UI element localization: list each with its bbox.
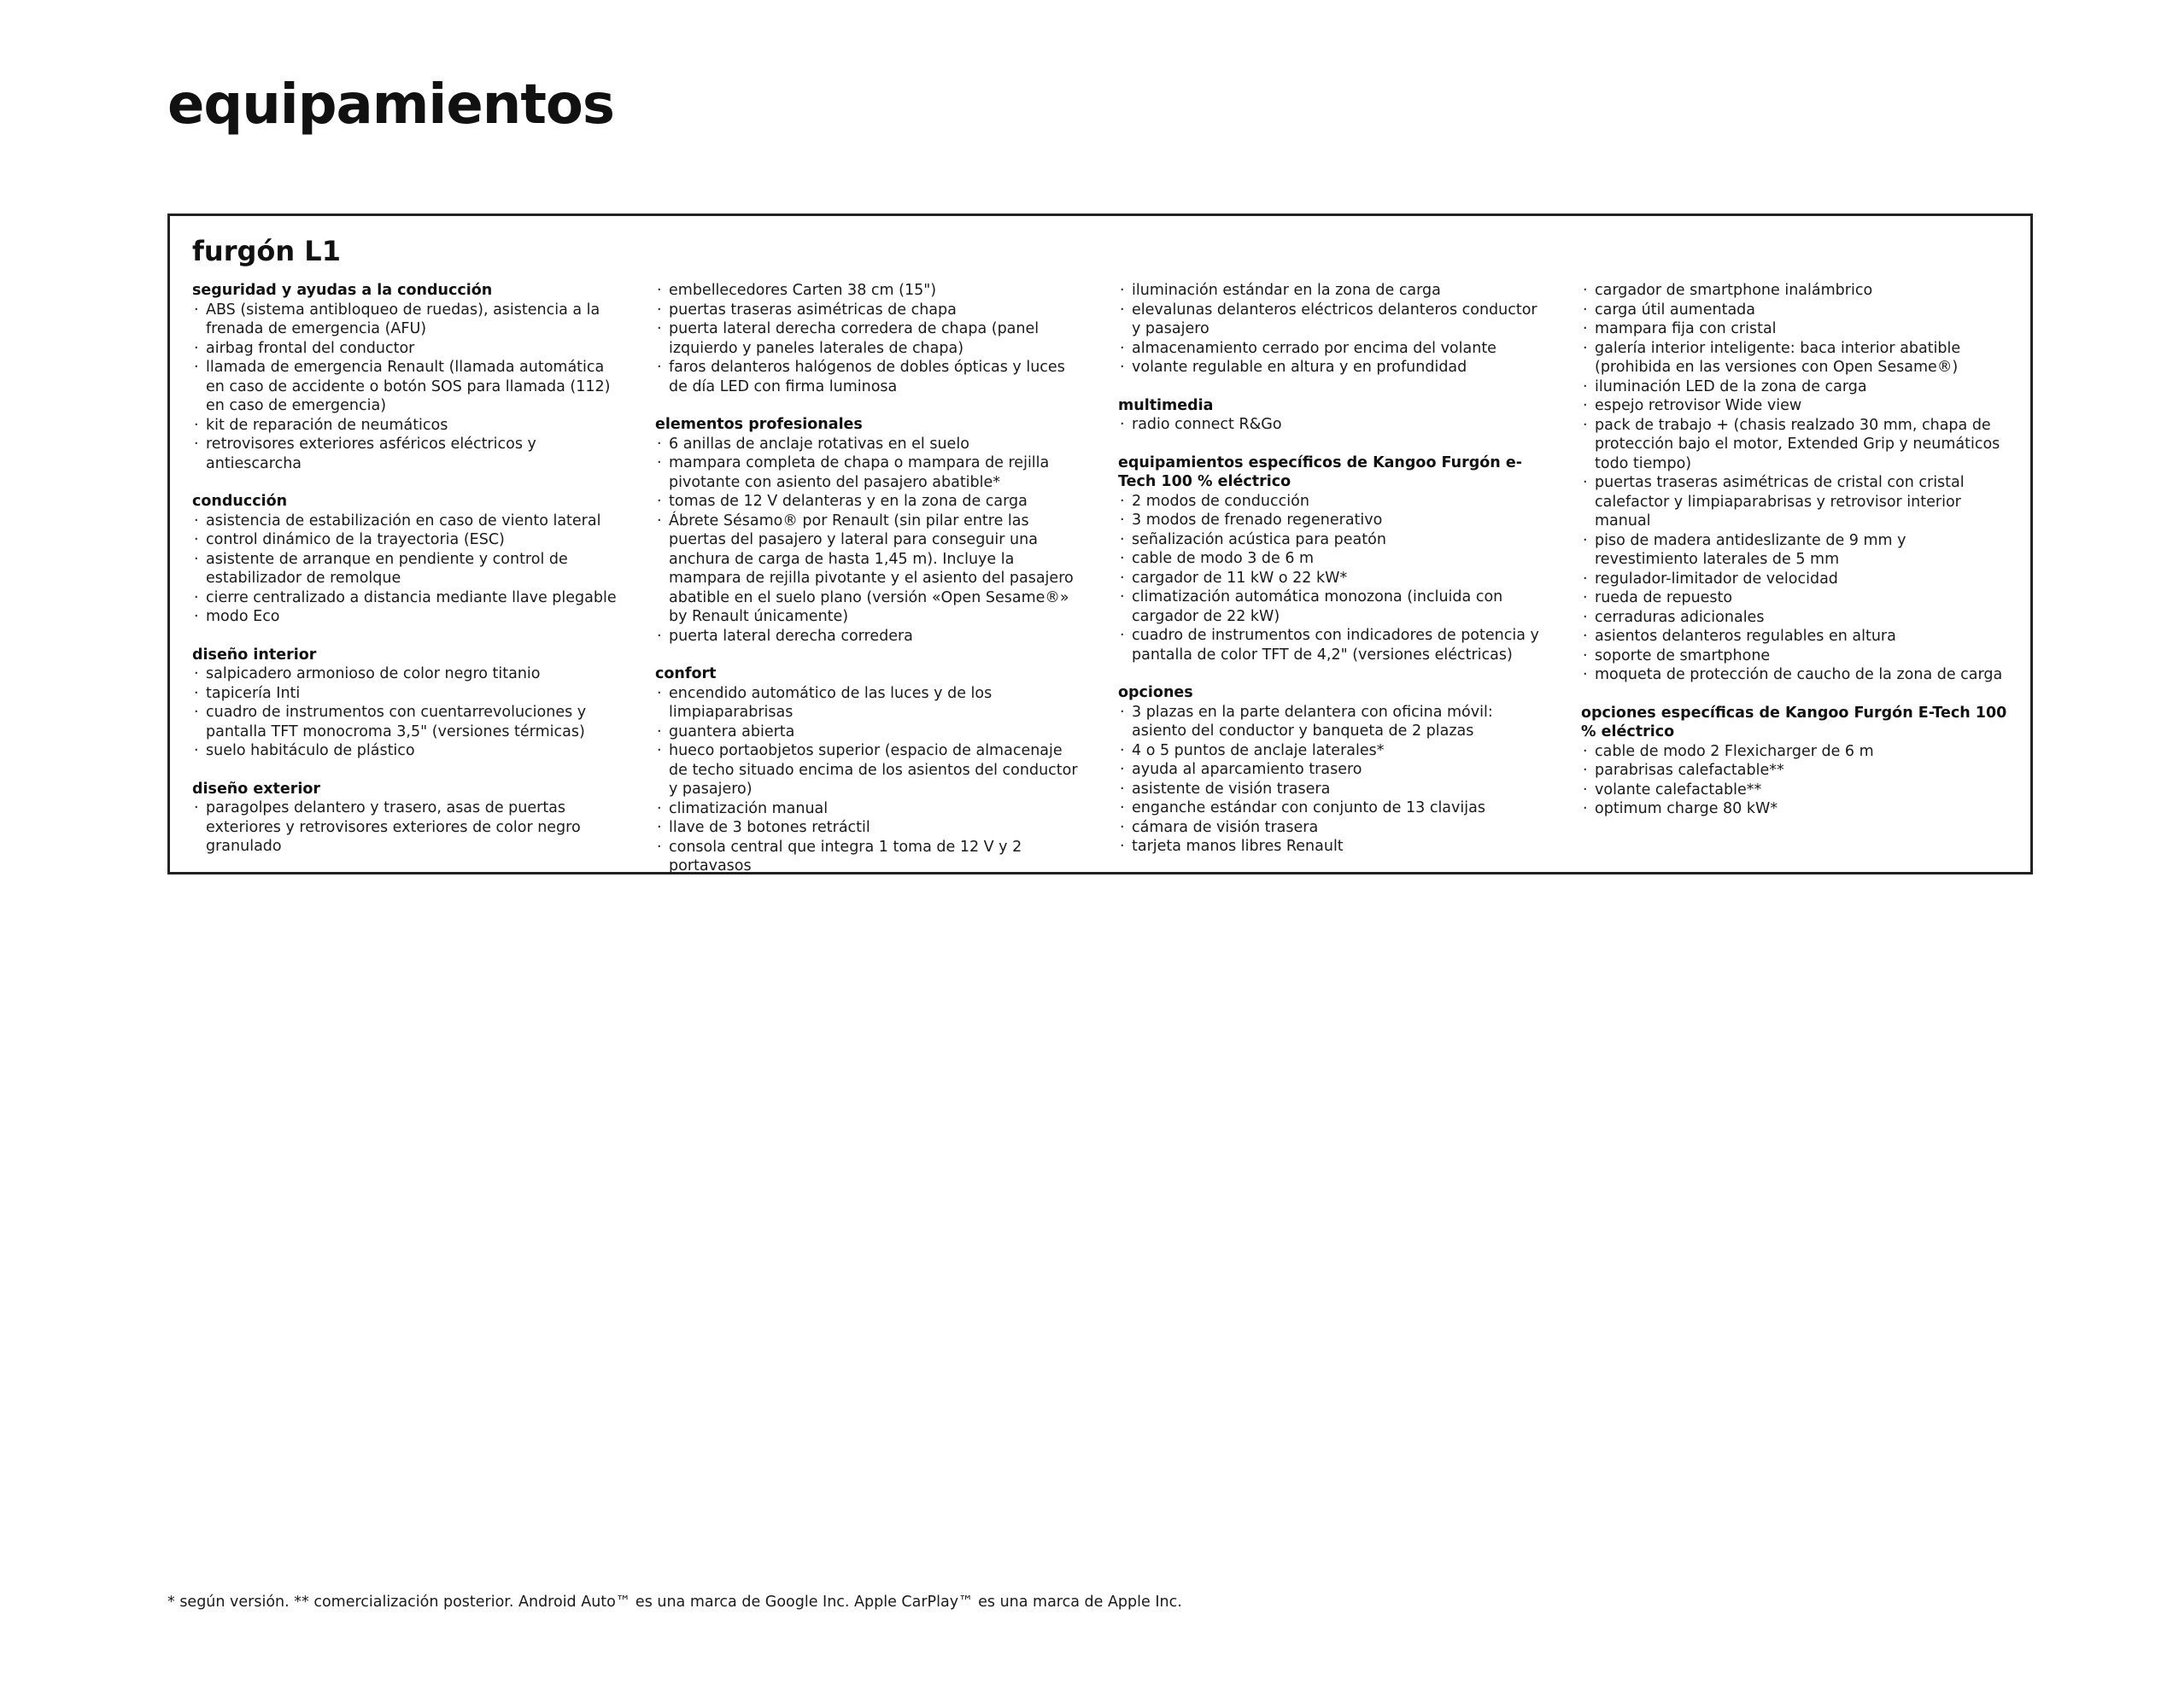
list-item: · rueda de repuesto — [1581, 588, 2008, 608]
list-item: · cable de modo 2 Flexicharger de 6 m — [1581, 742, 2008, 762]
list-item: · carga útil aumentada — [1581, 301, 2008, 320]
list-item: · espejo retrovisor Wide view — [1581, 396, 2008, 416]
list-item: · puerta lateral derecha corredera — [655, 627, 1082, 646]
list-item: · soporte de smartphone — [1581, 646, 2008, 666]
list-item: · iluminación LED de la zona de carga — [1581, 377, 2008, 397]
list-item: · embellecedores Carten 38 cm (15") — [655, 281, 1082, 301]
list-item: · kit de reparación de neumáticos — [192, 416, 619, 436]
list-item: · climatización automática monozona (incluida con cargador de 22 kW) — [1118, 588, 1545, 626]
list-item: · cargador de smartphone inalámbrico — [1581, 281, 2008, 301]
list-item: · tapicería Inti — [192, 684, 619, 704]
equipment-column — [1118, 281, 1545, 895]
section-title: seguridad y ayudas a la conducción — [192, 282, 493, 299]
list-item: · tomas de 12 V delanteras y en la zona de carga — [655, 492, 1082, 512]
list-item: · volante regulable en altura y en profundidad — [1118, 358, 1545, 377]
section-title: opciones específicas de Kangoo Furgón E-Tech 100 % eléctrico — [1581, 704, 2007, 740]
list-item: · 2 modos de conducción — [1118, 492, 1545, 512]
list-item: · cuadro de instrumentos con indicadores de potencia y pantalla de color TFT de 4,2" (versiones eléctricas) — [1118, 626, 1545, 664]
list-item: · Ábrete Sésamo® por Renault (sin pilar entre las puertas del pasajero y lateral para conseguir una anchura de carga de hasta 1,45 m). Incluye la mampara de rejilla pivotante y el asiento del pasajero abatible en el suelo plano (versión «Open Sesame®» by Renault únicamente) — [655, 512, 1082, 627]
list-item: · 3 modos de frenado regenerativo — [1118, 511, 1545, 530]
list-item: · pack de trabajo + (chasis realzado 30 mm, chapa de protección bajo el motor, Extended Grip y neumáticos todo tiempo) — [1581, 416, 2008, 474]
equipment-section — [192, 492, 619, 627]
list-item: · mampara fija con cristal — [1581, 319, 2008, 339]
equipment-list — [192, 512, 619, 627]
list-item: · retrovisores exteriores asféricos eléctricos y antiescarcha — [192, 435, 619, 473]
list-item: · radio connect R&Go — [1118, 415, 1545, 435]
list-item: · guantera abierta — [655, 722, 1082, 742]
section-title: diseño exterior — [192, 780, 321, 798]
list-item: · paragolpes delantero y trasero, asas de puertas exteriores y retrovisores exteriores de color negro granulado — [192, 798, 619, 857]
equipment-section — [655, 415, 1082, 646]
list-item: · consola central que integra 1 toma de 12 V y 2 portavasos — [655, 838, 1082, 876]
list-item: · climatización manual — [655, 799, 1082, 819]
section-title: confort — [655, 665, 717, 682]
list-item: · parabrisas calefactable** — [1581, 761, 2008, 781]
list-item: · volante calefactable** — [1581, 781, 2008, 800]
equipment-list — [655, 435, 1082, 646]
equipment-list — [192, 301, 619, 474]
equipment-column — [655, 281, 1082, 895]
list-item: · mampara completa de chapa o mampara de rejilla pivotante con asiento del pasajero abatible* — [655, 453, 1082, 492]
list-item: · regulador-limitador de velocidad — [1581, 570, 2008, 589]
equipment-list — [192, 664, 619, 761]
equipment-section — [192, 780, 619, 857]
list-item: · puerta lateral derecha corredera de chapa (panel izquierdo y paneles laterales de chapa) — [655, 319, 1082, 358]
equipment-column — [1581, 281, 2008, 895]
list-item: · airbag frontal del conductor — [192, 339, 619, 359]
list-item: · llamada de emergencia Renault (llamada automática en caso de accidente o botón SOS para llamada (112) en caso de emergencia) — [192, 358, 619, 416]
footnote: * según versión. ** comercialización posterior. Android Auto™ es una marca de Google Inc. Apple CarPlay™ es una marca de Apple Inc. — [167, 1594, 1182, 1611]
list-item: · cierre centralizado a distancia mediante llave plegable — [192, 588, 619, 608]
section-title: diseño interior — [192, 646, 317, 664]
equipment-section — [1118, 281, 1545, 377]
equipment-section — [1118, 683, 1545, 857]
list-item: · asistente de arranque en pendiente y control de estabilizador de remolque — [192, 550, 619, 588]
list-item: · cámara de visión trasera — [1118, 818, 1545, 838]
list-item: · señalización acústica para peatón — [1118, 530, 1545, 550]
list-item: · cerraduras adicionales — [1581, 608, 2008, 628]
section-title: equipamientos específicos de Kangoo Furgón e-Tech 100 % eléctrico — [1118, 453, 1522, 490]
equipment-list — [1118, 415, 1545, 435]
section-title: conducción — [192, 493, 288, 510]
list-item: · ayuda al aparcamiento trasero — [1118, 760, 1545, 780]
list-item: · encendido automático de las luces y de los limpiaparabrisas — [655, 684, 1082, 722]
equipment-section — [1581, 704, 2008, 819]
list-item: · puertas traseras asimétricas de cristal con cristal calefactor y limpiaparabrisas y retrovisor interior manual — [1581, 473, 2008, 531]
list-item: · enganche estándar con conjunto de 13 clavijas — [1118, 798, 1545, 818]
equipment-section — [192, 281, 619, 473]
list-item: · puertas traseras asimétricas de chapa — [655, 301, 1082, 320]
equipment-section — [655, 664, 1082, 876]
list-item: · 6 anillas de anclaje rotativas en el suelo — [655, 435, 1082, 454]
section-title: elementos profesionales — [655, 416, 863, 433]
list-item: · hueco portaobjetos superior (espacio de almacenaje de techo situado encima de los asientos del conductor y pasajero) — [655, 741, 1082, 799]
list-item: · almacenamiento cerrado por encima del volante — [1118, 339, 1545, 359]
list-item: · piso de madera antideslizante de 9 mm y revestimiento laterales de 5 mm — [1581, 531, 2008, 570]
list-item: · asistente de visión trasera — [1118, 780, 1545, 799]
equipment-list — [655, 281, 1082, 396]
section-title: opciones — [1118, 684, 1193, 701]
equipment-section — [655, 281, 1082, 396]
equipment-section — [1581, 281, 2008, 685]
list-item: · tarjeta manos libres Renault — [1118, 837, 1545, 857]
equipment-list — [655, 684, 1082, 876]
page-title: equipamientos — [167, 73, 614, 137]
box-title: furgón L1 — [192, 235, 341, 267]
list-item: · suelo habitáculo de plástico — [192, 741, 619, 761]
list-item: · moqueta de protección de caucho de la zona de carga — [1581, 665, 2008, 685]
list-item: · optimum charge 80 kW* — [1581, 799, 2008, 819]
list-item: · asistencia de estabilización en caso de viento lateral — [192, 512, 619, 531]
equipment-box — [167, 214, 2033, 874]
list-item: · 4 o 5 puntos de anclaje laterales* — [1118, 741, 1545, 761]
equipment-list — [1118, 703, 1545, 857]
equipment-section — [1118, 453, 1545, 665]
section-title: multimedia — [1118, 396, 1214, 414]
list-item: · modo Eco — [192, 607, 619, 627]
equipment-list — [1118, 281, 1545, 377]
equipment-section — [1118, 396, 1545, 435]
list-item: · asientos delanteros regulables en altura — [1581, 627, 2008, 646]
equipment-section — [192, 646, 619, 761]
equipment-list — [1581, 742, 2008, 819]
list-item: · cable de modo 3 de 6 m — [1118, 549, 1545, 569]
list-item: · cargador de 11 kW o 22 kW* — [1118, 569, 1545, 588]
list-item: · faros delanteros halógenos de dobles ópticas y luces de día LED con firma luminosa — [655, 358, 1082, 396]
list-item: · control dinámico de la trayectoria (ESC) — [192, 530, 619, 550]
list-item: · cuadro de instrumentos con cuentarrevoluciones y pantalla TFT monocroma 3,5" (versiones térmicas) — [192, 703, 619, 741]
list-item: · galería interior inteligente: baca interior abatible (prohibida en las versiones con Open Sesame®) — [1581, 339, 2008, 377]
equipment-list — [1581, 281, 2008, 685]
list-item: · elevalunas delanteros eléctricos delanteros conductor y pasajero — [1118, 301, 1545, 339]
list-item: · 3 plazas en la parte delantera con oficina móvil: asiento del conductor y banqueta de 2 plazas — [1118, 703, 1545, 741]
equipment-list — [192, 798, 619, 857]
equipment-list — [1118, 492, 1545, 665]
list-item: · salpicadero armonioso de color negro titanio — [192, 664, 619, 684]
list-item: · llave de 3 botones retráctil — [655, 818, 1082, 838]
list-item: · ABS (sistema antibloqueo de ruedas), asistencia a la frenada de emergencia (AFU) — [192, 301, 619, 339]
list-item: · iluminación estándar en la zona de carga — [1118, 281, 1545, 301]
equipment-columns — [192, 281, 2008, 895]
equipment-column — [192, 281, 619, 895]
